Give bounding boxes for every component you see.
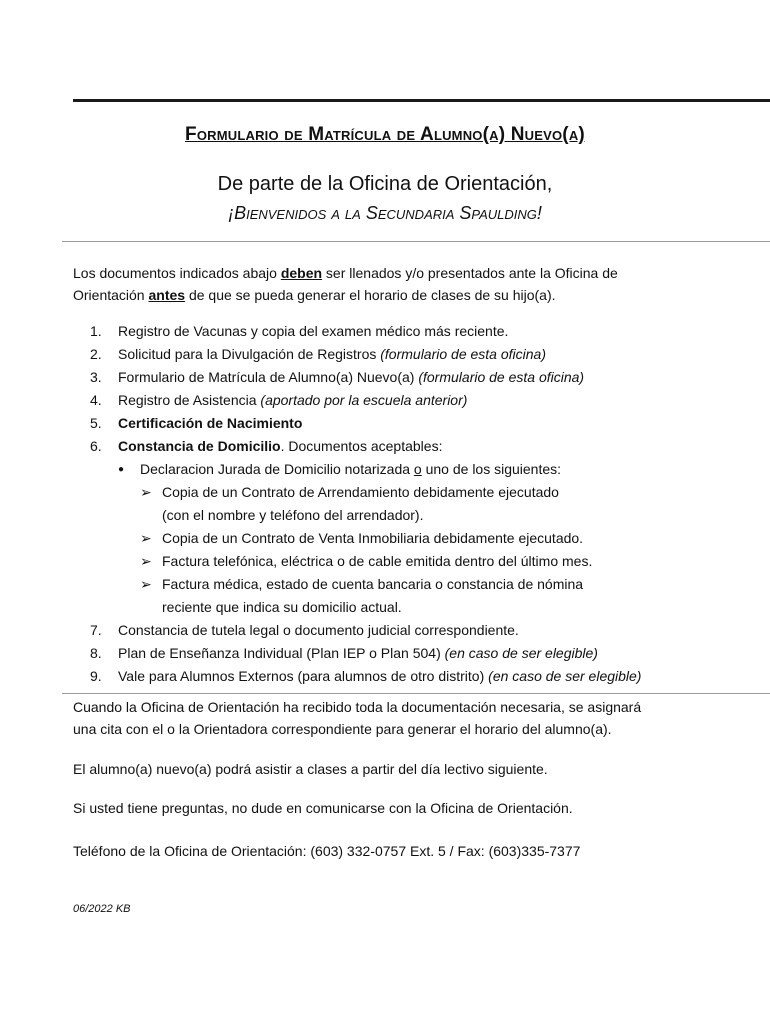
- sub-item: [90, 481, 730, 527]
- intro-text: Los documentos indicados abajo: [73, 265, 281, 281]
- intro-text: ser llenados y/o presentados ante la Oficina de: [322, 265, 618, 281]
- item-number: 8.: [90, 645, 102, 661]
- list-item: [90, 619, 730, 642]
- list-item: [90, 366, 730, 389]
- list-item: [90, 665, 730, 688]
- sub-item-text: (con el nombre y teléfono del arrendador).: [162, 507, 424, 523]
- item-bold-text: Certificación de Nacimiento: [118, 415, 303, 431]
- item-number: 7.: [90, 622, 102, 638]
- sub-item-text: Copia de un Contrato de Arrendamiento debidamente ejecutado: [162, 484, 559, 500]
- subtitle: De parte de la Oficina de Orientación,: [217, 173, 553, 195]
- item-note: (formulario de esta oficina): [380, 346, 546, 362]
- sub-bullet: [90, 458, 730, 481]
- item-text: Plan de Enseñanza Individual (Plan IEP o Plan 504): [118, 645, 445, 661]
- intro-text: de que se pueda generar el horario de clases de su hijo(a).: [185, 287, 556, 303]
- sub-bullet-text: Declaracion Jurada de Domicilio notarizada: [140, 461, 414, 477]
- list-item: [90, 343, 730, 366]
- divider-top: [62, 241, 770, 242]
- item-note: (en caso de ser elegible): [444, 645, 598, 661]
- sub-item: [90, 527, 730, 550]
- revision-footnote: 06/2022 KB: [73, 903, 131, 915]
- document-list: [90, 320, 730, 688]
- item-number: 6.: [90, 438, 102, 454]
- contact-phone-paragraph: Teléfono de la Oficina de Orientación: (603) 332-0757 Ext. 5 / Fax: (603)335-7377: [73, 843, 581, 859]
- item-text: Solicitud para la Divulgación de Registros: [118, 346, 381, 362]
- form-title: Formulario de Matrícula de Alumno(a) Nuevo(a): [185, 124, 585, 145]
- intro-text: Orientación: [73, 287, 149, 303]
- item-text: . Documentos aceptables:: [280, 438, 443, 454]
- item-number: 3.: [90, 369, 102, 385]
- arrow-bullet-icon: ➢: [140, 484, 152, 500]
- list-item: [90, 389, 730, 412]
- item-note: (formulario de esta oficina): [418, 369, 585, 385]
- list-item: [90, 642, 730, 665]
- welcome-line: ¡Bienvenidos a la Secundaria Spaulding!: [228, 203, 542, 223]
- item-text: Registro de Vacunas y copia del examen médico más reciente.: [118, 323, 509, 339]
- intro-paragraph: [73, 262, 713, 306]
- bullet-icon: ●: [118, 464, 125, 475]
- list-item: [90, 435, 730, 458]
- start-classes-paragraph: El alumno(a) nuevo(a) podrá asistir a clases a partir del día lectivo siguiente.: [73, 761, 548, 777]
- sub-item-text: reciente que indica su domicilio actual.: [162, 599, 402, 615]
- arrow-bullet-icon: ➢: [140, 530, 152, 546]
- sub-item-text: Factura médica, estado de cuenta bancaria o constancia de nómina: [162, 576, 584, 592]
- item-number: 9.: [90, 668, 102, 684]
- list-item: [90, 412, 730, 435]
- top-rule: [73, 99, 770, 102]
- item-text: Formulario de Matrícula de Alumno(a) Nuevo(a): [118, 369, 419, 385]
- sub-item-text: Factura telefónica, eléctrica o de cable emitida dentro del último mes.: [162, 553, 593, 569]
- sub-item: [90, 550, 730, 573]
- sub-item-text: Copia de un Contrato de Venta Inmobiliaria debidamente ejecutado.: [162, 530, 584, 546]
- sub-bullet-text: uno de los siguientes:: [421, 461, 562, 477]
- item-text: Constancia de tutela legal o documento judicial correspondiente.: [118, 622, 519, 638]
- sub-bullet-underlined: o: [413, 461, 422, 477]
- item-number: 5.: [90, 415, 102, 431]
- arrow-bullet-icon: ➢: [140, 576, 152, 592]
- appointment-paragraph: [73, 696, 713, 740]
- divider-bottom: [62, 693, 770, 694]
- list-item: [90, 320, 730, 343]
- paragraph-line: Cuando la Oficina de Orientación ha recibido toda la documentación necesaria, se asignará: [73, 699, 642, 715]
- item-text: Vale para Alumnos Externos (para alumnos de otro distrito): [118, 668, 489, 684]
- item-bold-text: Constancia de Domicilio: [118, 438, 281, 454]
- arrow-bullet-icon: ➢: [140, 553, 152, 569]
- intro-emphasis-deben: deben: [280, 265, 323, 281]
- paragraph-line: una cita con el o la Orientadora correspondiente para generar el horario del alumno(a).: [73, 721, 612, 737]
- questions-paragraph: Si usted tiene preguntas, no dude en comunicarse con la Oficina de Orientación.: [73, 800, 573, 816]
- sub-item: [90, 573, 730, 619]
- intro-emphasis-antes: antes: [148, 287, 186, 303]
- item-number: 4.: [90, 392, 102, 408]
- item-number: 1.: [90, 323, 102, 339]
- item-number: 2.: [90, 346, 102, 362]
- item-note: (aportado por la escuela anterior): [260, 392, 468, 408]
- item-text: Registro de Asistencia: [118, 392, 261, 408]
- item-note: (en caso de ser elegible): [488, 668, 642, 684]
